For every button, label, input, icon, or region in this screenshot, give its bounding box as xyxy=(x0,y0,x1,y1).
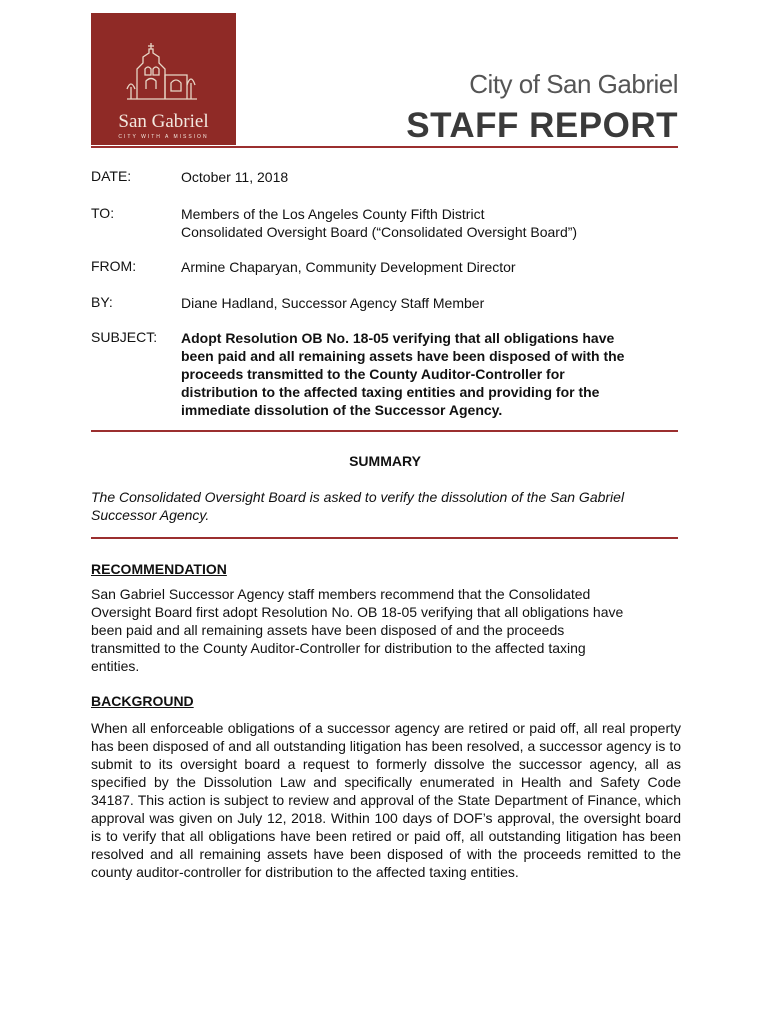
recommendation-line: Oversight Board first adopt Resolution No. OB 18-05 verifying that all obligations have xyxy=(91,604,624,620)
recommendation-line: San Gabriel Successor Agency staff members recommend that the Consolidated xyxy=(91,586,591,602)
section-rule xyxy=(91,430,678,432)
recommendation-heading: RECOMMENDATION xyxy=(91,561,227,577)
section-rule xyxy=(91,537,678,539)
header-rule xyxy=(91,146,678,148)
subject-line: proceeds transmitted to the County Auditor-Controller for xyxy=(181,366,565,382)
date-label: DATE: xyxy=(91,168,132,184)
report-title: STAFF REPORT xyxy=(406,106,678,145)
background-heading: BACKGROUND xyxy=(91,693,194,709)
to-value-line: Members of the Los Angeles County Fifth District xyxy=(181,206,485,222)
subject-label: SUBJECT: xyxy=(91,329,158,345)
by-value: Diane Hadland, Successor Agency Staff Member xyxy=(181,295,485,311)
city-logo xyxy=(91,13,236,145)
subject-line: been paid and all remaining assets have been disposed of with the xyxy=(181,348,625,364)
from-value: Armine Chaparyan, Community Development Director xyxy=(181,259,516,275)
logo-name: San Gabriel xyxy=(118,111,209,132)
recommendation-line: entities. xyxy=(91,658,140,674)
summary-text xyxy=(91,488,691,524)
by-label: BY: xyxy=(91,294,113,310)
city-name: City of San Gabriel xyxy=(469,69,678,99)
recommendation-line: been paid and all remaining assets have been disposed of and the proceeds xyxy=(91,622,565,638)
summary-heading: SUMMARY xyxy=(349,453,421,469)
to-value xyxy=(181,205,681,241)
subject-value xyxy=(181,329,681,419)
to-value-line: Consolidated Oversight Board (“Consolidated Oversight Board”) xyxy=(181,224,578,240)
subject-line: Adopt Resolution OB No. 18-05 verifying that all obligations have xyxy=(181,330,615,346)
summary-line: The Consolidated Oversight Board is asked to verify the dissolution of the San Gabriel xyxy=(91,489,625,505)
logo-tagline: CITY WITH A MISSION xyxy=(118,134,209,140)
subject-line: distribution to the affected taxing entities and providing for the xyxy=(181,384,600,400)
recommendation-line: transmitted to the County Auditor-Controller for distribution to the affected taxing xyxy=(91,640,586,656)
background-text: When all enforceable obligations of a successor agency are retired or paid off, all real property has been disposed of and all outstanding litigation has been resolved, a successor agency is to submit to its oversight board a request to formerly dissolve the successor agency, all as specified by the Dissolution Law and specifically enumerated in Health and Safety Code 34187. This action is subject to review and approval of the State Department of Finance, which approval was given on July 12, 2018. Within 100 days of DOF’s approval, the oversight board is to verify that all obligations have been retired or paid off, all outstanding litigation has been resolved and all remaining assets have been disposed of with the proceeds remitted to the county auditor-controller for distribution to the affected taxing entities. xyxy=(91,720,681,880)
subject-line: immediate dissolution of the Successor Agency. xyxy=(181,402,503,418)
date-value: October 11, 2018 xyxy=(181,169,289,185)
to-label: TO: xyxy=(91,205,115,221)
mission-building-icon xyxy=(91,13,236,113)
from-label: FROM: xyxy=(91,258,137,274)
recommendation-text xyxy=(91,585,681,675)
summary-line: Successor Agency. xyxy=(91,507,210,523)
